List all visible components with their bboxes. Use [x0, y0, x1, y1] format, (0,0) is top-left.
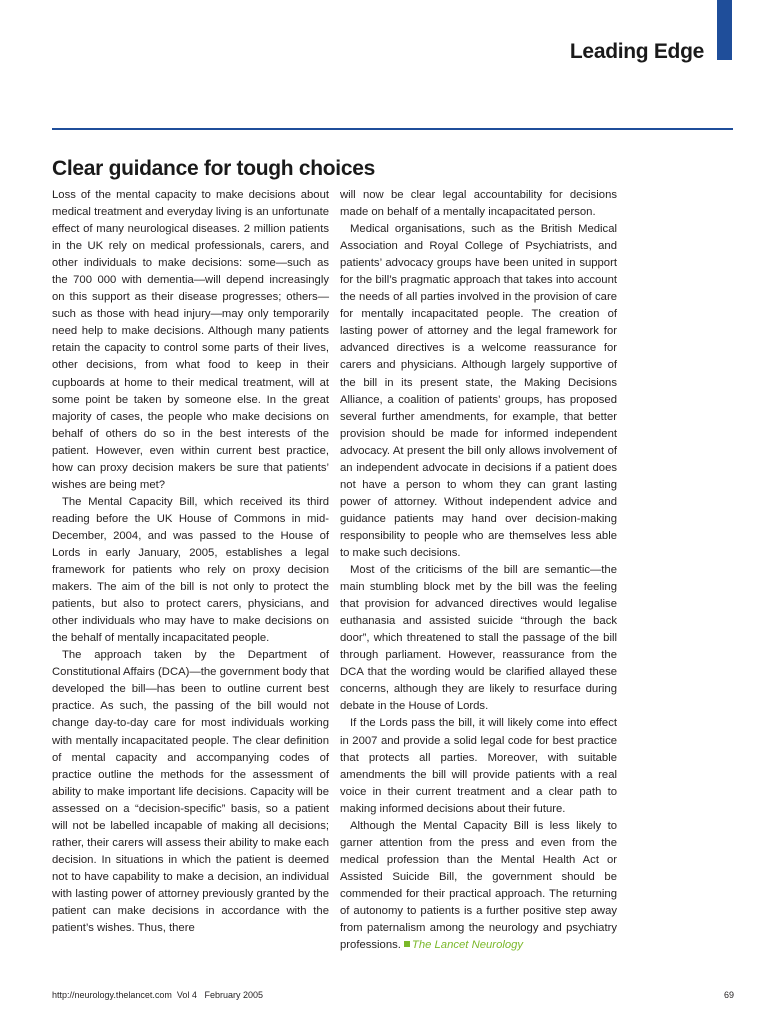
paragraph: Loss of the mental capacity to make decisions about medical treatment and everyday living is an unfortunate effect of many neurological diseases. 2 million patients in the UK rely on medical professionals, carers, and other individuals to make decisions: some—such as the 700 000 with dementia—will depend increasingly on this support as their disease progresses; others—such as those with head injury—may only temporarily need help to make decisions. Although many patients retain the capacity to control some parts of their lives, other decisions, from what food to keep in their cupboards at home to their medical treatment, will at some point be taken by someone else. In the great majority of cases, the people who make decisions on behalf of others do so in the best interests of the patient. However, even within current best practice, how can proxy decision makers be sure that patients’ wishes are being met?: [52, 189, 329, 491]
header-accent-bar: [717, 0, 732, 60]
paragraph: The Mental Capacity Bill, which received its third reading before the UK House of Commons in mid-December, 2004, and was passed to the House of Lords in early January, 2005, establishes a legal framework for patients who rely on proxy decision makers. The aim of the bill is not only to protect the patients, but also to protect carers, physicians, and other individuals who may have to make decisions on the behalf of mentally incapacitated people.: [52, 495, 329, 645]
paragraph: The approach taken by the Department of Constitutional Affairs (DCA)—the government body that developed the bill—has been to outline current best practice. As such, the passing of the bill would not change day-to-day care for most individuals working with mentally incapacitated people. The clear definition of mental capacity and accompanying codes of practice outline the methods for the assessment of ability to make important life decisions. Capacity will be assessed on a “decision-specific” basis, so a patient will not be labelled incapable of making all decisions; rather, their carers will assess their ability to make each decision. In situations in which the patient is deemed not to have capability to make a decision, an individual with lasting power of attorney previously granted by the patient can make decisions in accordance with the patient’s wishes. Thus, there: [52, 649, 329, 935]
paragraph: If the Lords pass the bill, it will likely come into effect in 2007 and provide a solid legal code for best practice that protects all parties. Moreover, with suitable amendments the bill will provide patients with a real voice in their current treatment and a clear path to making informed decisions about their future.: [340, 717, 617, 815]
paragraph-final-text: Although the Mental Capacity Bill is less likely to garner attention from the press and even from the medical profession than the Mental Health Act or Assisted Suicide Bill, the government should be commended for their practical approach. The returning of autonomy to patients is a further positive step away from paternalism among the neurology and psychiatry professions.: [340, 819, 617, 952]
paragraph: Most of the criticisms of the bill are semantic—the main stumbling block met by the bill was the feeling that provision for advanced directives would legalise euthanasia and assisted suicide “through the back door”, which threatened to stall the passage of the bill through parliament. However, reassurance from the DCA that the wording would be clarified allayed these concerns, although they are likely to resurface during debate in the House of Lords.: [340, 564, 617, 713]
article-column-right: [340, 187, 617, 954]
page-number: 69: [723, 990, 734, 1000]
section-label: Leading Edge: [569, 40, 704, 63]
article-column-left: [52, 187, 329, 937]
article-title: Clear guidance for tough choices: [52, 157, 375, 180]
paragraph: will now be clear legal accountability for decisions made on behalf of a mentally incapacitated person.: [340, 189, 617, 219]
article-signature: The Lancet Neurology: [411, 939, 524, 952]
footer-url: http://neurology.thelancet.com: [52, 990, 172, 1000]
end-mark-icon: [404, 941, 410, 947]
paragraph: Medical organisations, such as the British Medical Association and Royal College of Psychiatrists, and patients’ advocacy groups have been united in support for the bill’s pragmatic approach that takes into account the needs of all parties involved in the provision of care for mentally incapacitated people. The creation of lasting power of attorney and the legal framework for advanced directives is a welcome reassurance for carers and physicians. Although largely supportive of the bill in its present state, the Making Decisions Alliance, a coalition of patients’ groups, has proposed several further amendments, for example, that better provision should be made for informed independent advocacy. At present the bill only allows involvement of an independent advocate in decisions if a patient does not have a person to whom they can grant lasting power of attorney. Without independent advice and guidance patients may hand over decision-making responsibility to people who are themselves less able to make such decisions.: [340, 223, 617, 559]
header-rule: [52, 128, 733, 130]
footer-issue: Vol 4 February 2005: [176, 990, 263, 1000]
paragraph-final: [340, 818, 617, 954]
footer-left: [52, 990, 263, 1000]
